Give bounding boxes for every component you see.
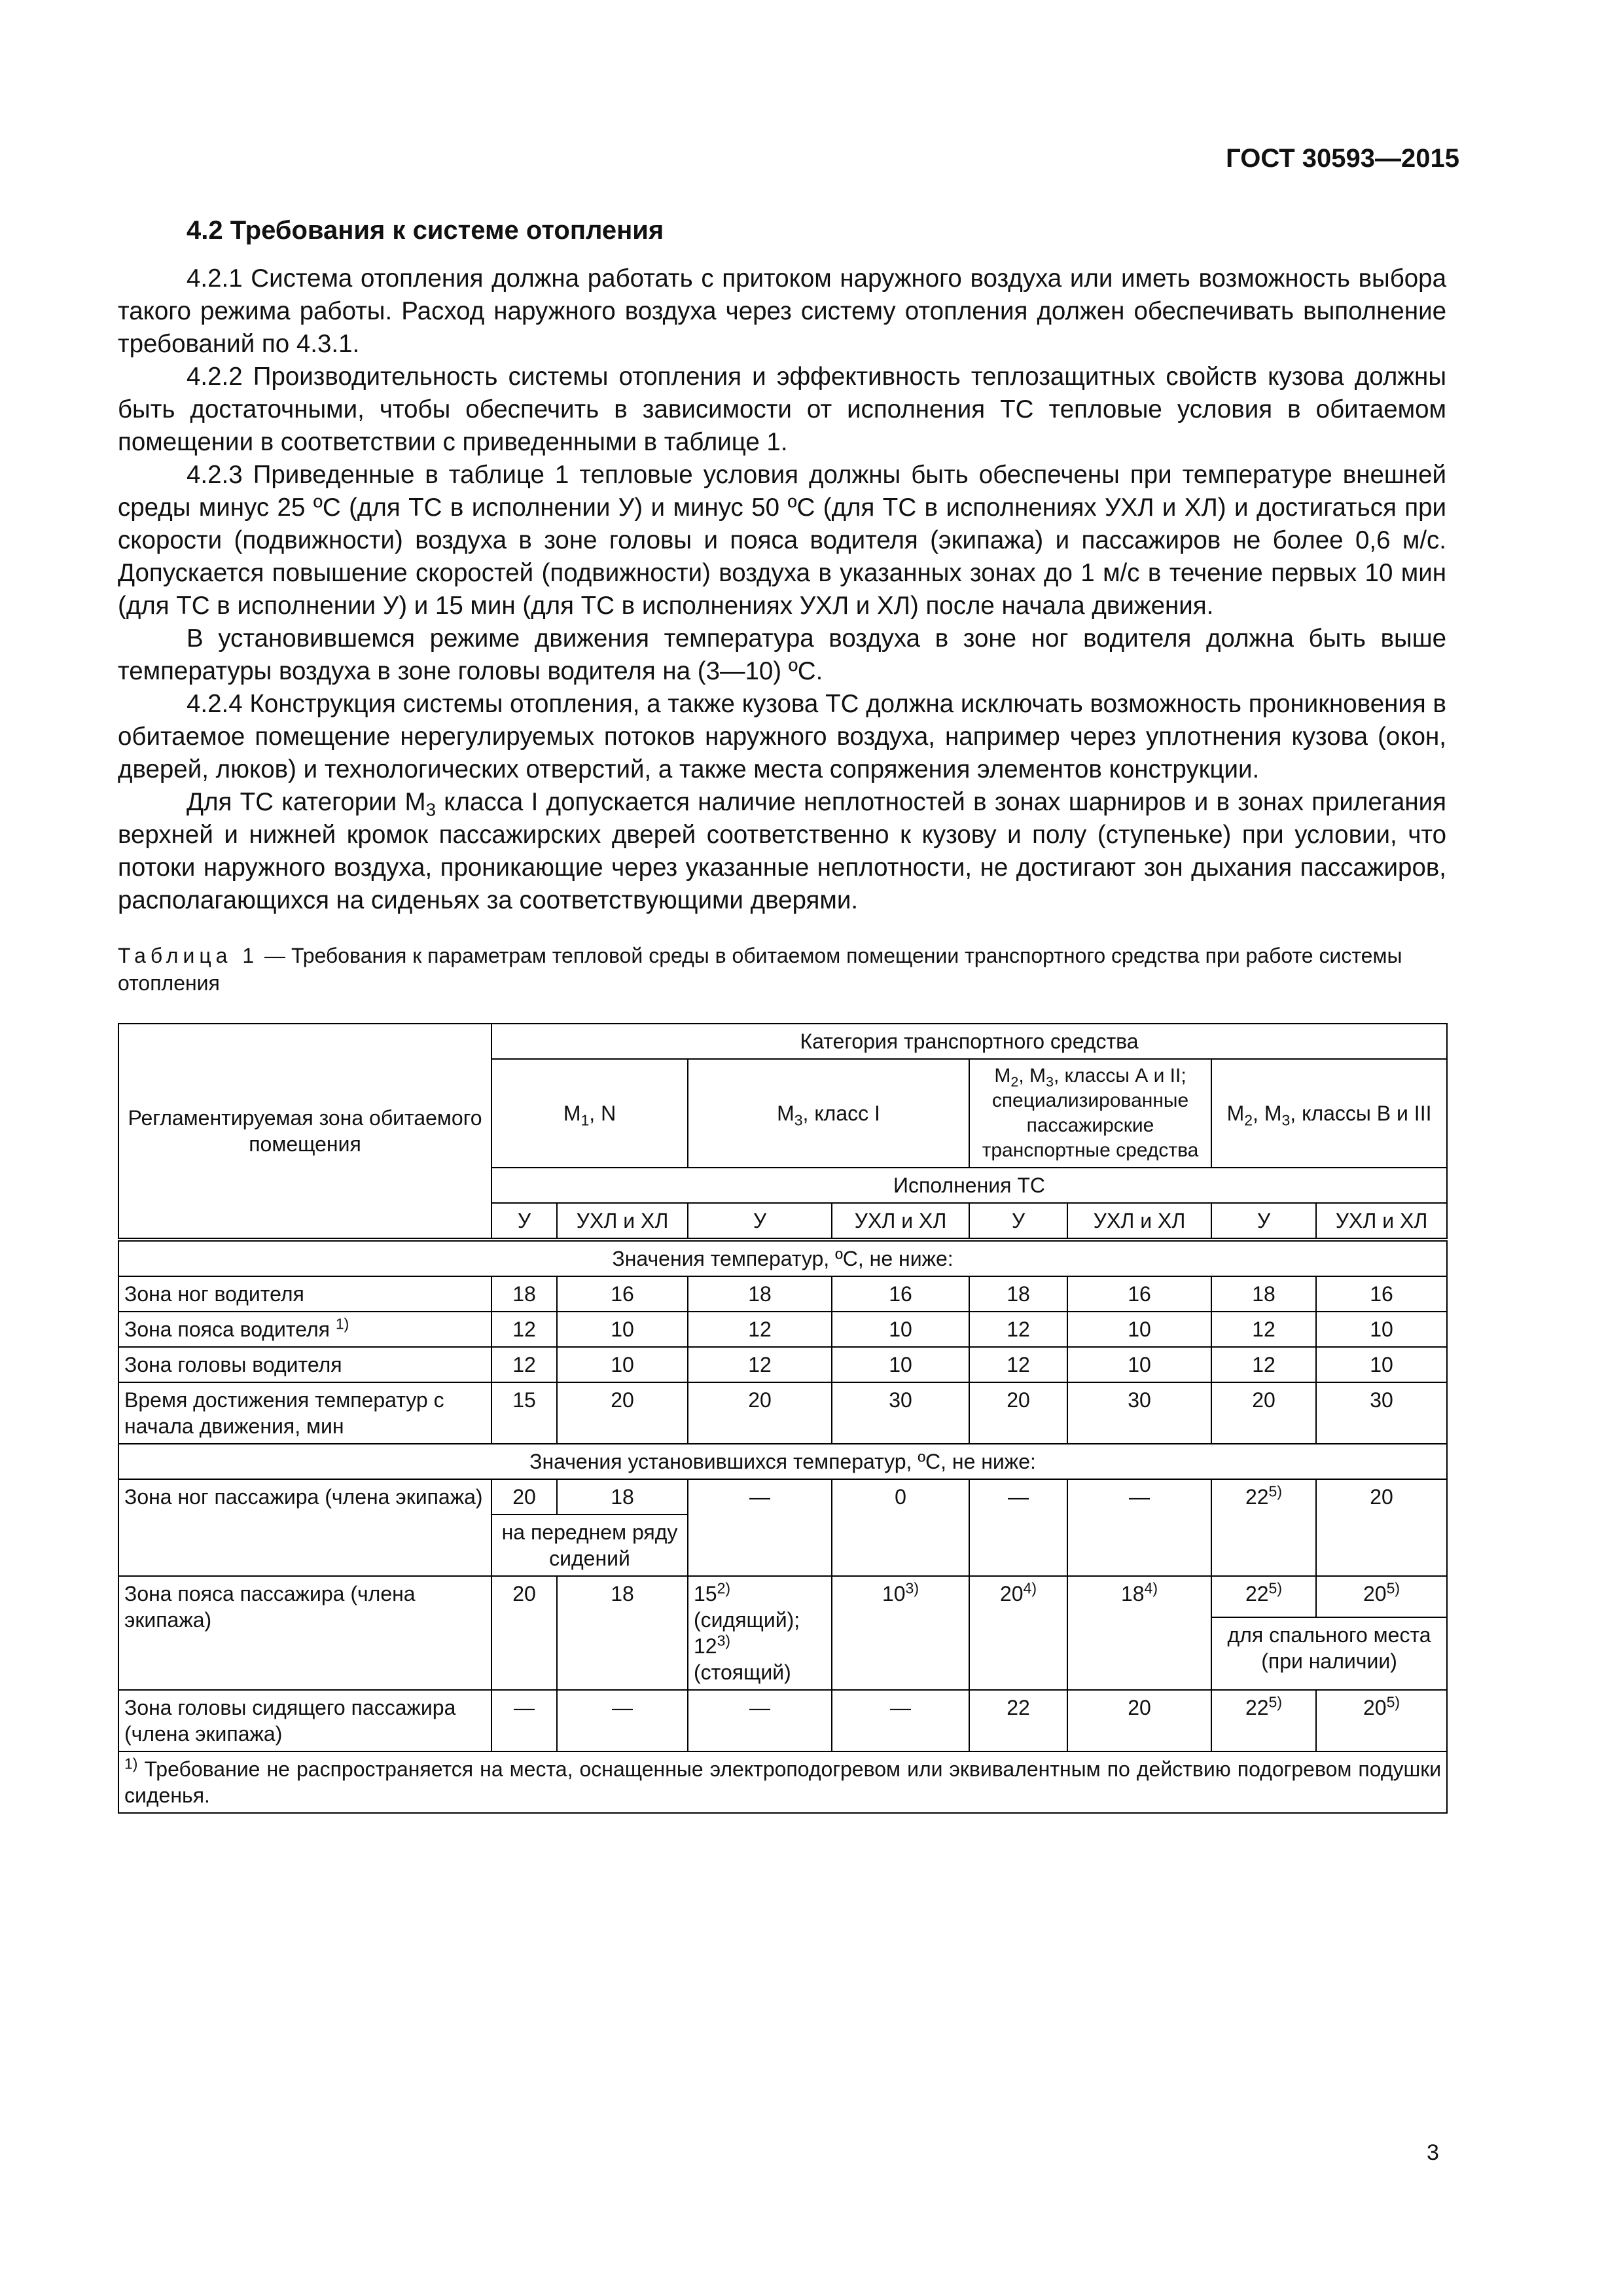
table-row [118,1347,1447,1382]
value-cell: 10 [557,1347,688,1382]
zone-label: Зона ног пассажира (члена экипажа) [118,1479,491,1576]
table-caption: Таблица 1 — Требования к параметрам тепловой среды в обитаемом помещении транспортного средства при работе системы отопления [118,944,1402,995]
value-cell: 18 [557,1479,688,1515]
paragraph-m3-class-1: Для ТС категории $М_3$ класса I допускается наличие неплотностей в зонах шарниров и в зонах прилегания верхней и нижней кромок пассажирских дверей соответственно к кузову и полу (ступеньке) при условии, что потоки наружного воздуха, проникающие через указанные неплотности, не достигают зон дыхания пассажиров, располагающихся на сиденьях за соответствующими дверями. [118,788,1446,914]
value-cell: 16 [832,1276,969,1312]
value-cell: 12 [1211,1347,1316,1382]
value-cell: 22 [969,1690,1067,1751]
value-cell: 10 [832,1347,969,1382]
zone-label: Зона ног водителя [118,1276,491,1312]
versions-header: Исполнения ТС [491,1168,1447,1203]
category-header: Категория транспортного средства [491,1024,1447,1059]
table-footnote: $^{1)}$ Требование не распространяется на места, оснащенные электроподогревом или эквивалентным по действию подогревом подушки сиденья. [118,1751,1447,1813]
section-title: 4.2 Требования к системе отопления [187,216,664,245]
page-content [118,216,1446,1814]
value-cell: 18 [557,1576,688,1690]
paragraph-4-2-2: 4.2.2 Производительность системы отопления и эффективность теплозащитных свойств кузова должны быть достаточными, чтобы обеспечить в зависимости от исполнения ТС тепловые условия в обитаемом помещении в соответствии с приведенными в таблице 1. [118,363,1446,456]
value-cell: 0 [832,1479,969,1576]
value-cell: — [969,1479,1067,1576]
value-cell: 16 [557,1276,688,1312]
paragraph-4-2-1: 4.2.1 Система отопления должна работать с притоком наружного воздуха или иметь возможность выбора такого режима работы. Расход наружного воздуха через систему отопления должен обеспечивать выполнение требований по 4.3.1. [118,264,1446,358]
value-cell: 15$^{2)}$ (сидящий); 12$^{3)}$ (стоящий) [688,1576,832,1690]
document-header: ГОСТ 30593—2015 [1226,144,1459,173]
value-cell: 20 [1211,1382,1316,1444]
value-cell: 30 [1316,1382,1447,1444]
table-row [118,1312,1447,1347]
paragraph-steady-state: В установившемся режиме движения температура воздуха в зоне ног водителя должна быть выше температуры воздуха в зоне головы водителя на (3—10) ºС. [118,624,1446,685]
value-cell: 22$^{5)}$ [1211,1690,1316,1751]
value-cell: 12 [969,1347,1067,1382]
value-cell: 18 [491,1276,557,1312]
value-cell: 10 [1067,1347,1211,1382]
value-cell: 16 [1316,1276,1447,1312]
value-cell: 12 [491,1347,557,1382]
version-cell: У [969,1203,1067,1240]
category-m2-m3-classes-b-3: $М_2$, $М_3$, классы В и III [1211,1059,1447,1168]
value-cell: 18 [688,1276,832,1312]
value-cell: 12 [688,1312,832,1347]
group-steady-temperatures: Значения установившихся температур, ºС, не ниже: [118,1444,1447,1479]
value-cell: 10 [832,1312,969,1347]
value-cell: 20 [557,1382,688,1444]
sleeper-note: для спального места (при наличии) [1211,1617,1447,1690]
version-cell: УХЛ и ХЛ [557,1203,688,1240]
value-cell: 20$^{4)}$ [969,1576,1067,1690]
category-m1-n: $М_1$, N [491,1059,688,1168]
value-cell: — [688,1479,832,1576]
value-cell: — [1067,1479,1211,1576]
value-cell: 20 [1067,1690,1211,1751]
value-cell: 30 [1067,1382,1211,1444]
value-cell: 12 [969,1312,1067,1347]
table-row [118,1382,1447,1444]
zone-label: Зона пояса пассажира (члена экипажа) [118,1576,491,1690]
version-cell: У [491,1203,557,1240]
table-row [118,1576,1447,1617]
value-cell: 20 [1316,1479,1447,1576]
value-cell: 10$^{3)}$ [832,1576,969,1690]
value-cell: 20 [969,1382,1067,1444]
value-cell: — [688,1690,832,1751]
table-row [118,1479,1447,1515]
group-temperatures: Значения температур, ºС, не ниже: [118,1240,1447,1276]
version-cell: УХЛ и ХЛ [832,1203,969,1240]
zone-label: Зона головы сидящего пассажира (члена экипажа) [118,1690,491,1751]
value-cell: 10 [1316,1347,1447,1382]
value-cell: 18$^{4)}$ [1067,1576,1211,1690]
zone-label: Время достижения температур с начала движения, мин [118,1382,491,1444]
value-cell: — [491,1690,557,1751]
category-m2-m3-classes-a-2: $М_2$, $М_3$, классы А и II; специализированные пассажирские транспортные средства [969,1059,1211,1168]
table-row [118,1276,1447,1312]
heating-requirements-table [118,1023,1448,1814]
version-cell: У [688,1203,832,1240]
paragraph-4-2-3: 4.2.3 Приведенные в таблице 1 тепловые условия должны быть обеспечены при температуре внешней среды минус 25 ºС (для ТС в исполнении У) и минус 50 ºС (для ТС в исполнениях УХЛ и ХЛ) и достигаться при скорости (подвижности) воздуха в зоне головы и пояса водителя (экипажа) и пассажиров не более 0,6 м/с. Допускается повышение скоростей (подвижности) воздуха в указанных зонах до 1 м/с в течение первых 10 мин (для ТС в исполнении У) и 15 мин (для ТС в исполнениях УХЛ и ХЛ) после начала движения. [118,461,1446,620]
zone-header: Регламентируемая зона обитаемого помещения [118,1024,491,1240]
page-number: 3 [1427,2140,1439,2165]
value-cell: — [557,1690,688,1751]
value-cell: 22$^{5)}$ [1211,1576,1316,1617]
version-cell: УХЛ и ХЛ [1067,1203,1211,1240]
value-cell: 20$^{5)}$ [1316,1690,1447,1751]
value-cell: 20 [491,1479,557,1515]
value-cell: 12 [688,1347,832,1382]
value-cell: 20 [688,1382,832,1444]
value-cell: 30 [832,1382,969,1444]
value-cell: 10 [1316,1312,1447,1347]
zone-label: Зона головы водителя [118,1347,491,1382]
value-cell: 10 [1067,1312,1211,1347]
value-cell: 20 [491,1576,557,1690]
value-cell: 18 [1211,1276,1316,1312]
value-cell: 22$^{5)}$ [1211,1479,1316,1576]
zone-label: Зона пояса водителя $^{1)}$ [118,1312,491,1347]
value-cell: — [832,1690,969,1751]
table-row [118,1690,1447,1751]
version-cell: УХЛ и ХЛ [1316,1203,1447,1240]
value-cell: 10 [557,1312,688,1347]
value-cell: 20$^{5)}$ [1316,1576,1447,1617]
value-cell: 16 [1067,1276,1211,1312]
version-cell: У [1211,1203,1316,1240]
category-m3-class-1: $М_3$, класс I [688,1059,969,1168]
value-cell: 18 [969,1276,1067,1312]
value-cell: 12 [1211,1312,1316,1347]
value-cell: 15 [491,1382,557,1444]
paragraph-4-2-4: 4.2.4 Конструкция системы отопления, а также кузова ТС должна исключать возможность проникновения в обитаемое помещение нерегулируемых потоков наружного воздуха, например через уплотнения кузова (окон, дверей, люков) и технологических отверстий, а также места сопряжения элементов конструкции. [118,690,1446,783]
value-cell: 12 [491,1312,557,1347]
front-row-note: на переднем ряду сидений [491,1515,688,1576]
